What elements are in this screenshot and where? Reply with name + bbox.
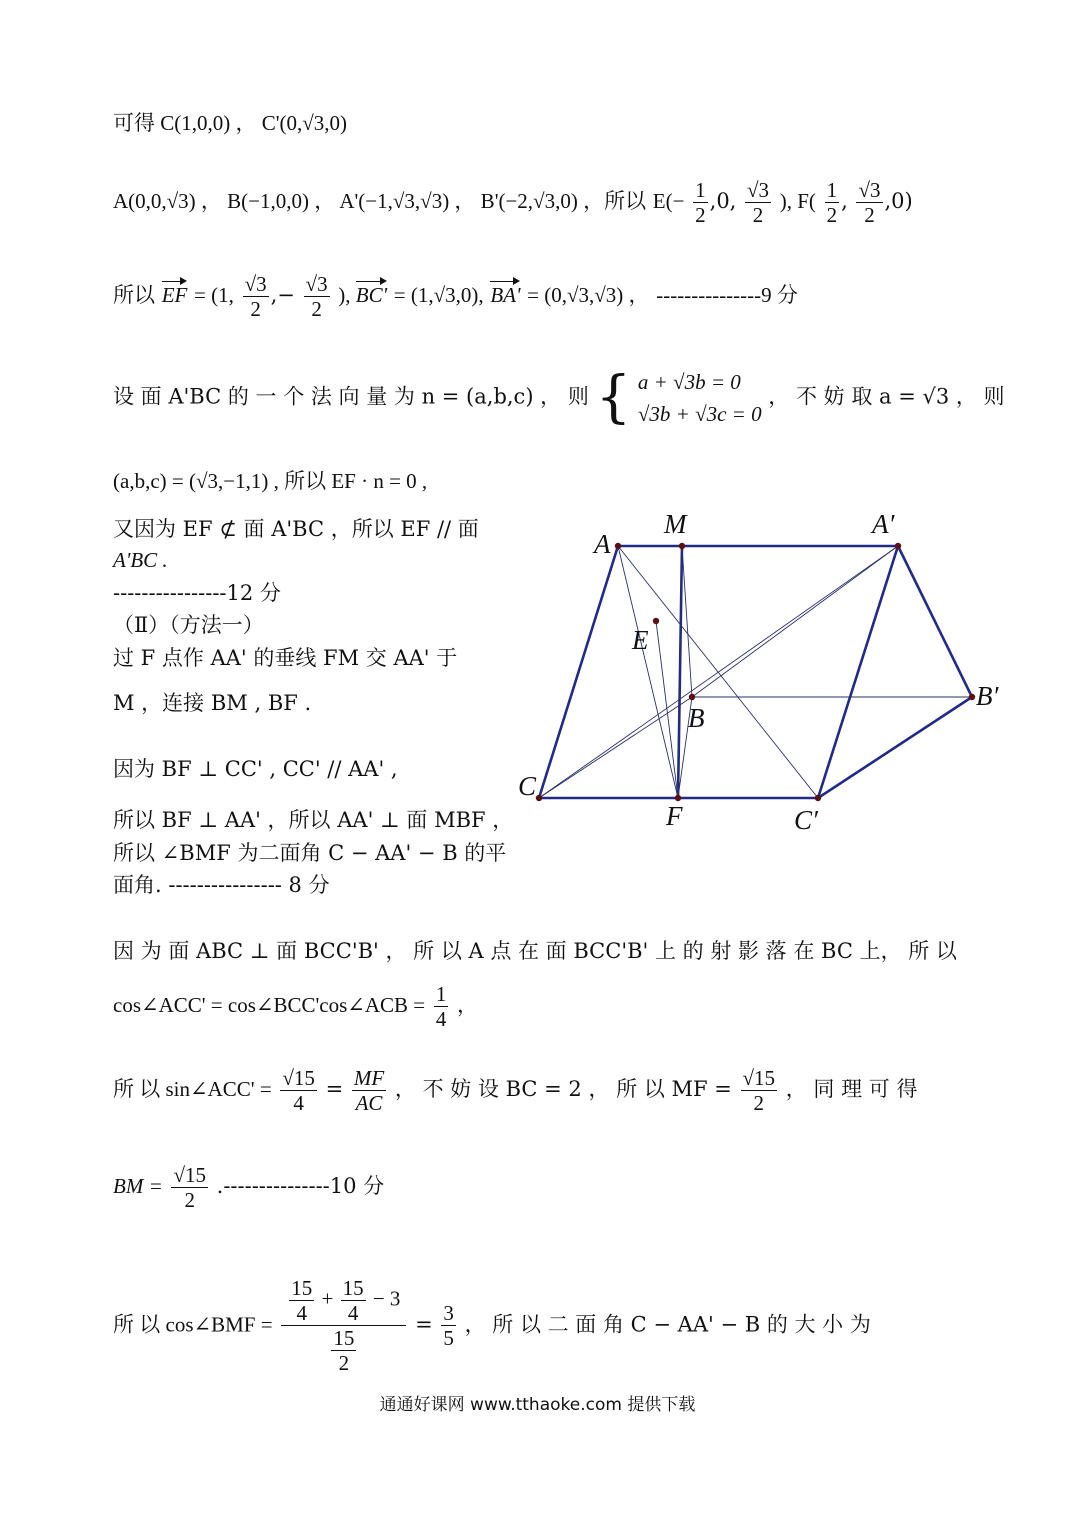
- label-C: C: [518, 771, 537, 801]
- point-A: [615, 543, 621, 549]
- geometry-diagram: [510, 505, 1010, 845]
- point-f-label: ), F(: [779, 189, 816, 214]
- vector-bc: BC': [356, 280, 387, 310]
- fraction-sqrt15-2-b: $\frac{√15}{2}$: [173, 1163, 206, 1213]
- text-line-3: 所以 EF = (1, $\frac{√3}{2}$ ,− $\frac{√3}{2}$ ), BC' = (1,√3,0), BA' = (0,√3,√3) ， ---------------9 分: [113, 272, 798, 322]
- text-line-10: 过 F 点作 AA' 的垂线 FM 交 AA' 于: [113, 646, 458, 670]
- edge-A1-C1: [818, 546, 898, 798]
- point-e-label: E(−: [652, 189, 685, 214]
- text-line-7: A'BC .: [113, 548, 168, 572]
- text-line-13: 所以 BF ⊥ AA' ，所以 AA' ⊥ 面 MBF ，: [113, 808, 514, 832]
- text-line-2: A(0,0,√3) ， B(−1,0,0) ， A'(−1,√3,√3) ， B'(−2,√3,0) ，所以 E(− $\frac{1}{2}$ ,0, $\frac{√3}{2}$ ), F( $\frac{1}{2}$ , $\frac{√3}{2}$ ,0): [113, 178, 913, 228]
- fraction-sqrt3-half-2: $\frac{√3}{2}$: [858, 178, 881, 228]
- text-line-5: (a,b,c) = (√3,−1,1) , 所以 EF · n = 0 ,: [113, 469, 428, 493]
- fraction-sqrt15-4: $\frac{√15}{4}$: [282, 1066, 315, 1116]
- vector-ef: EF: [162, 280, 188, 310]
- fraction-half: $\frac{1}{2}$: [695, 178, 706, 228]
- fraction-half-2: $\frac{1}{2}$: [826, 178, 838, 228]
- point-C: [536, 795, 542, 801]
- point-E: [653, 618, 659, 624]
- fraction-quarter: $\frac{1}{4}$: [435, 982, 447, 1032]
- edge-A-C: [539, 546, 618, 798]
- text-line-16: 因 为 面 ABC ⊥ 面 BCC'B' ， 所 以 A 点 在 面 BCC'B' 上 的 射 影 落 在 BC 上， 所 以: [113, 939, 957, 963]
- text-line-17: cos∠ACC' = cos∠BCC'cos∠ACB = $\frac{1}{4}$ ，: [113, 982, 479, 1032]
- fraction-complex: $\frac{15}{4}$ + $\frac{15}{4}$ − 3 $\frac{15}{2}$: [281, 1276, 406, 1376]
- text-line-11: M ，连接 BM , BF .: [113, 691, 312, 715]
- thin-E-F: [656, 621, 678, 798]
- text-line-1: 可得 C(1,0,0) ， C'(0,√3,0): [113, 111, 348, 135]
- text-line-6: 又因为 EF ⊄ 面 A'BC ，所以 EF // 面: [113, 517, 479, 541]
- thin-C-B: [539, 697, 692, 798]
- point-B: [689, 694, 695, 700]
- edge-A1-B1: [898, 546, 972, 697]
- vector-ba: BA': [490, 280, 520, 310]
- text-line-12: 因为 BF ⊥ CC' , CC' // AA' ,: [113, 757, 398, 781]
- fraction-sqrt3-half-4: $\frac{√3}{2}$: [305, 272, 328, 322]
- text-line-8: ----------------12 分: [113, 581, 281, 605]
- point-C1: [815, 795, 821, 801]
- footer-text: 通通好课网 www.tthaoke.com 提供下载: [379, 1395, 696, 1415]
- text-line-19: BM = $\frac{√15}{2}$ .---------------10 分: [113, 1163, 385, 1213]
- coordinates-abc: A(0,0,√3) ， B(−1,0,0) ， A'(−1,√3,√3) ， B'(−2,√3,0) ，所以: [113, 189, 647, 214]
- text-line-9: （Ⅱ）（方法一）: [113, 613, 264, 637]
- fraction-sqrt15-2: $\frac{√15}{2}$: [742, 1066, 776, 1116]
- equation-system: a + √3b = 0 √3b + √3c = 0: [637, 370, 762, 426]
- score-9: ---------------9 分: [656, 283, 798, 308]
- thin-B-A1: [692, 546, 898, 697]
- label-A: A: [594, 529, 611, 559]
- normal-vector-text: 设 面 A'BC 的 一 个 法 向 量 为 n = (a,b,c) ， 则: [113, 384, 589, 409]
- point-A1: [895, 543, 901, 549]
- label-B1: B′: [976, 681, 999, 711]
- label-B: B: [688, 703, 705, 733]
- fraction-mf-ac: $\frac{MF}{AC}$: [353, 1066, 385, 1116]
- text-line-15: 面角. ---------------- 8 分: [113, 873, 330, 897]
- label-F: F: [666, 801, 683, 831]
- point-M: [679, 543, 685, 549]
- brace-symbol: {: [595, 365, 632, 430]
- fraction-sqrt3-half-3: $\frac{√3}{2}$: [244, 272, 267, 322]
- edge-B1-C1: [818, 697, 972, 798]
- fraction-result: $\frac{3}{5}$: [443, 1301, 454, 1351]
- text-line-20: 所 以 cos∠BMF = $\frac{15}{4}$ + $\frac{15}{4}$ − 3 $\frac{15}{2}$ = $\frac{3}{5}$ ， 所 以 二 面 角 C − AA' − B 的 大 小 为: [113, 1276, 871, 1376]
- text-line-18: 所 以 sin∠ACC' = $\frac{√15}{4}$ = $\frac{MF}{AC}$ ， 不 妨 设 BC = 2 ， 所 以 MF = $\frac{√15}{2}$ ， 同 理 可 得: [113, 1066, 918, 1116]
- label-C1: C′: [794, 805, 818, 835]
- label-E: E: [632, 625, 649, 655]
- label-M: M: [664, 509, 687, 539]
- thin-M-B: [682, 546, 692, 697]
- point-B1: [969, 694, 975, 700]
- fraction-sqrt3-half: $\frac{√3}{2}$: [747, 178, 770, 228]
- label-A1: A′: [872, 509, 895, 539]
- text-line-14: 所以 ∠BMF 为二面角 C − AA' − B 的平: [113, 841, 507, 865]
- thin-M-F: [678, 546, 682, 798]
- text-line-4: 设 面 A'BC 的 一 个 法 向 量 为 n = (a,b,c) ， 则 { a + √3b = 0 √3b + √3c = 0 ， 不 妨 取 a = √3 ， 则: [113, 365, 1005, 430]
